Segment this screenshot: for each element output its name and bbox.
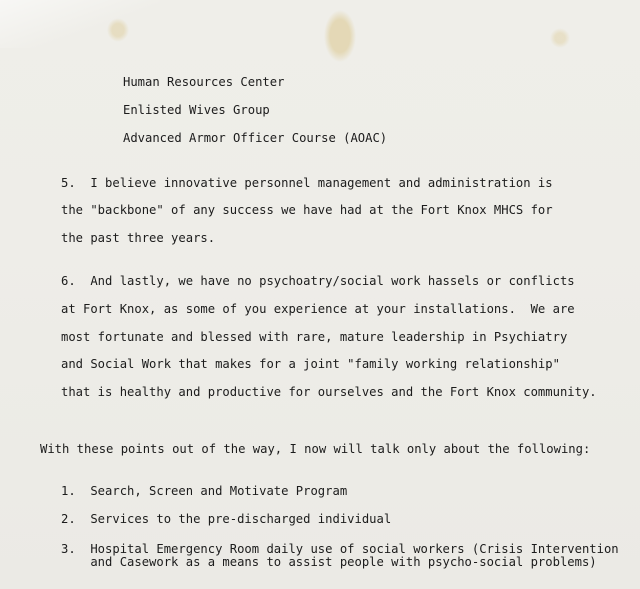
header-line-2: Enlisted Wives Group [123, 103, 270, 117]
list-item-3-line-2: and Casework as a means to assist people with psycho-social problems) [61, 555, 597, 569]
list-item-1: 1. Search, Screen and Motivate Program [61, 484, 348, 498]
list-item-2: 2. Services to the pre-discharged individual [61, 512, 392, 526]
header-line-1: Human Resources Center [123, 75, 285, 89]
paragraph-5-line-2: the "backbone" of any success we have had at the Fort Knox MHCS for [61, 203, 553, 217]
header-line-3: Advanced Armor Officer Course (AOAC) [123, 131, 388, 145]
paragraph-5-line-1: 5. I believe innovative personnel management and administration is [61, 176, 553, 190]
paragraph-6-line-3: most fortunate and blessed with rare, mature leadership in Psychiatry [61, 330, 568, 344]
paragraph-6-line-2: at Fort Knox, as some of you experience at your installations. We are [61, 302, 575, 316]
list-item-3-line-1: 3. Hospital Emergency Room daily use of social workers (Crisis Intervention [61, 542, 619, 556]
paragraph-6-line-1: 6. And lastly, we have no psychoatry/social work hassels or conflicts [61, 274, 575, 288]
paragraph-6-line-4: and Social Work that makes for a joint "family working relationship" [61, 357, 560, 371]
paragraph-6-line-5: that is healthy and productive for ourselves and the Fort Knox community. [61, 385, 597, 399]
transition-line: With these points out of the way, I now will talk only about the following: [40, 442, 591, 456]
paragraph-5-line-3: the past three years. [61, 231, 216, 245]
paper-crease [0, 0, 160, 48]
